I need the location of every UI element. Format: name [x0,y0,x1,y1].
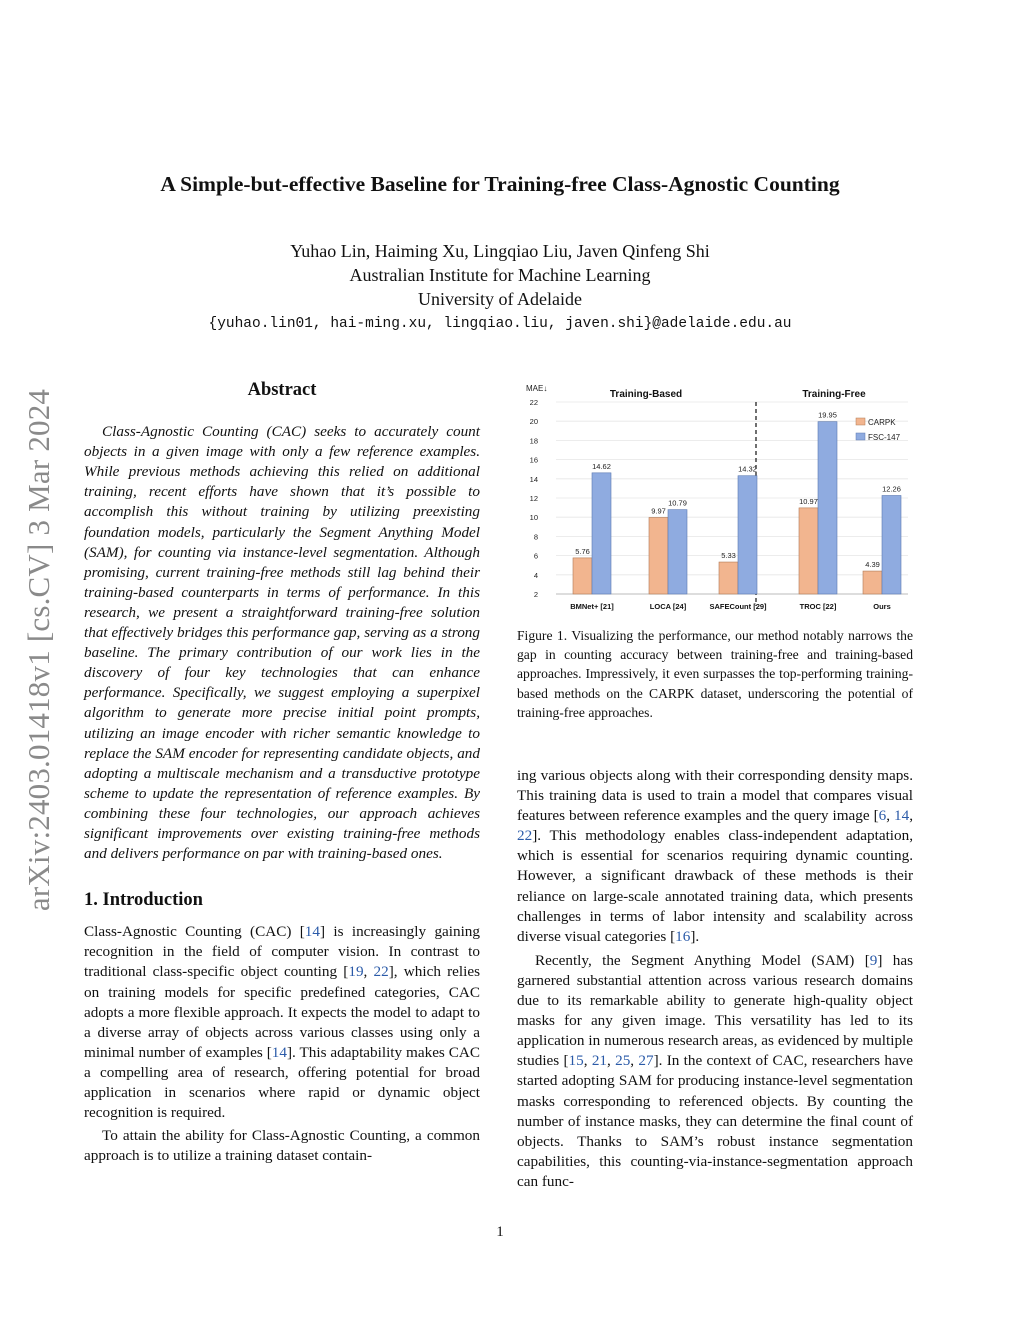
y-tick-label: 2 [533,590,538,599]
y-tick-label: 14 [529,474,538,484]
data-label: 9.97 [651,506,666,516]
page-number: 1 [496,1224,504,1240]
paper-title: A Simple-but-effective Baseline for Training-free Class-Agnostic Counting [160,172,840,196]
bar-carpk-3 [799,508,818,594]
y-tick-label: 8 [533,532,538,542]
left-column [84,380,480,1166]
bar-carpk-4 [863,571,882,594]
citation-link[interactable]: 15 [568,1052,584,1070]
y-tick-label: 20 [529,417,538,427]
intro-paragraph-3: ing various objects along with their corresponding density maps. This training data is used to train a model that compares visual features between reference examples and the query image [6, 14, 22]. This methodology enables class-independent adaptation, which is essential for scenarios requiring dynamic counting. However, a significant drawback of these methods is their reliance on large-scale annotated training data, which presents challenges in terms of labor intensity and scalability across diverse visual categories [16]. [517,767,914,945]
data-label: 5.76 [575,546,590,556]
data-label: 5.33 [721,551,736,561]
citation-link[interactable]: 21 [591,1052,608,1070]
data-label: 10.79 [668,498,687,508]
citation-link[interactable]: 25 [615,1052,631,1070]
data-label: 14.62 [592,461,611,471]
citation-link[interactable]: 16 [675,927,691,945]
group-label-training-free: Training-Free [802,389,866,400]
legend-swatch-fsc147 [856,433,865,440]
y-tick-label: 6 [533,551,538,561]
data-label: 12.26 [882,484,901,494]
bar-fsc147-4 [882,496,901,594]
intro-paragraph-4: Recently, the Segment Anything Model (SAM) [9] has garnered substantial attention across various research domains due to its remarkable ability to generate high-quality object masks for any given image. This versatility has led to its application in numerous research areas, as evidenced by multiple studies [15, 21, 25, 27]. In the context of CAC, researchers have started adopting SAM for producing instance-level segmentation masks corresponding to referenced objects. By counting the number of instance masks, they can determine the final count of objects. Thanks to SAM’s robust instance segmentation capabilities, this counting-via-instance-segmentation approach can func- [517,951,914,1190]
citation-link[interactable]: 19 [348,963,364,981]
bar-fsc147-2 [738,476,757,594]
bar-carpk-1 [649,517,668,594]
bar-fsc147-3 [818,422,837,594]
affiliation-university: University of Adelaide [418,289,582,309]
figure-1-chart [516,380,916,618]
arxiv-sidebar [14,360,64,940]
citation-link[interactable]: 27 [638,1052,654,1070]
bar-carpk-0 [573,558,592,594]
y-tick-label: 18 [529,436,538,446]
bar-carpk-2 [719,562,738,594]
abstract-heading: Abstract [247,380,317,400]
y-tick-label: 10 [529,513,538,523]
bar-fsc147-0 [592,473,611,594]
arxiv-identifier: arXiv:2403.01418v1 [cs.CV] 3 Mar 2024 [21,388,56,912]
legend-label-carpk: CARPK [868,418,896,427]
bar-fsc147-1 [668,510,687,594]
figure-caption: Figure 1. Visualizing the performance, our method notably narrows the gap in counting accuracy between training-free and training-based approaches. Impressively, it even surpasses the top-performing training-based methods on the CARPK dataset, underscoring the potential of training-free approaches. [517,628,913,720]
author-list: Yuhao Lin, Haiming Xu, Lingqiao Liu, Javen Qinfeng Shi [290,241,710,261]
y-tick-label: 12 [529,494,538,503]
data-label: 4.39 [865,560,880,570]
group-label-training-based: Training-Based [609,389,683,400]
introduction-heading: 1. Introduction [84,890,203,911]
citation-link[interactable]: 9 [869,951,878,969]
citation-link[interactable]: 14 [271,1043,287,1061]
citation-link[interactable]: 22 [517,827,533,845]
intro-paragraph-2: To attain the ability for Class-Agnostic Counting, a common approach is to utilize a training dataset contain- [84,1127,480,1165]
citation-link[interactable]: 14 [304,923,320,941]
data-label: 14.32 [738,464,757,474]
legend-swatch-carpk [856,418,865,425]
y-tick-label: 4 [533,570,538,580]
citation-link[interactable]: 6 [878,807,887,825]
abstract-body: Class-Agnostic Counting (CAC) seeks to accurately count objects in a given image with only a few reference examples. While previous methods achieving this relied on additional training, recent efforts have shown that it’s possible to accomplish this without training by utilizing preexisting foundation models, particularly the Segment Anything Model (SAM), for counting via instance-level segmentation. Although promising, current training-free methods still lag behind their training-based counterparts in terms of performance. In this research, we present a straightforward training-free solution that effectively bridges this performance gap, serving as a strong baseline. The primary contribution of our work lies in the discovery of four key technologies that can enhance performance. Specifically, we suggest employing a superpixel algorithm to generate more precise initial point prompts, utilizing an image encoder with richer semantic knowledge to replace the SAM encoder for representing candidate objects, and adopting a multiscale mechanism and a transductive prototype scheme to update the representation of reference examples. By combining these four technologies, our approach achieves significant improvements over existing training-free methods and delivers performance on par with training-based ones. [84,423,480,863]
author-emails: {yuhao.lin01, hai-ming.xu, lingqiao.liu, javen.shi}@adelaide.edu.au [208,316,792,332]
x-tick-label: LOCA [24] [649,602,687,611]
y-tick-label: 22 [529,398,538,407]
affiliation-institute: Australian Institute for Machine Learning [349,265,651,285]
legend-label-fsc147: FSC-147 [868,433,901,442]
x-tick-label: Ours [873,602,891,611]
citation-link[interactable]: 22 [373,963,389,981]
citation-link[interactable]: 14 [894,807,910,825]
intro-paragraph-1: Class-Agnostic Counting (CAC) [14] is increasingly gaining recognition in the field of computer vision. In contrast to traditional class-specific object counting [19, 22], which relies on training models for specific predefined categories, CAC adopts a more flexible approach. It expects the model to adapt to a diverse array of objects across various classes using only a minimal number of examples [14]. This adaptability makes CAC a compelling area of research, offering potential for broad application in scenarios where rapid or dynamic object recognition is required. [84,923,480,1122]
data-label: 19.95 [818,410,837,420]
right-column [517,766,913,1192]
x-tick-label: SAFECount [29] [709,602,767,611]
x-tick-label: BMNet+ [21] [570,602,614,611]
y-axis-label: MAE↓ [526,384,548,393]
y-tick-label: 16 [529,455,538,465]
data-label: 10.97 [799,496,818,506]
x-tick-label: TROC [22] [799,602,837,611]
